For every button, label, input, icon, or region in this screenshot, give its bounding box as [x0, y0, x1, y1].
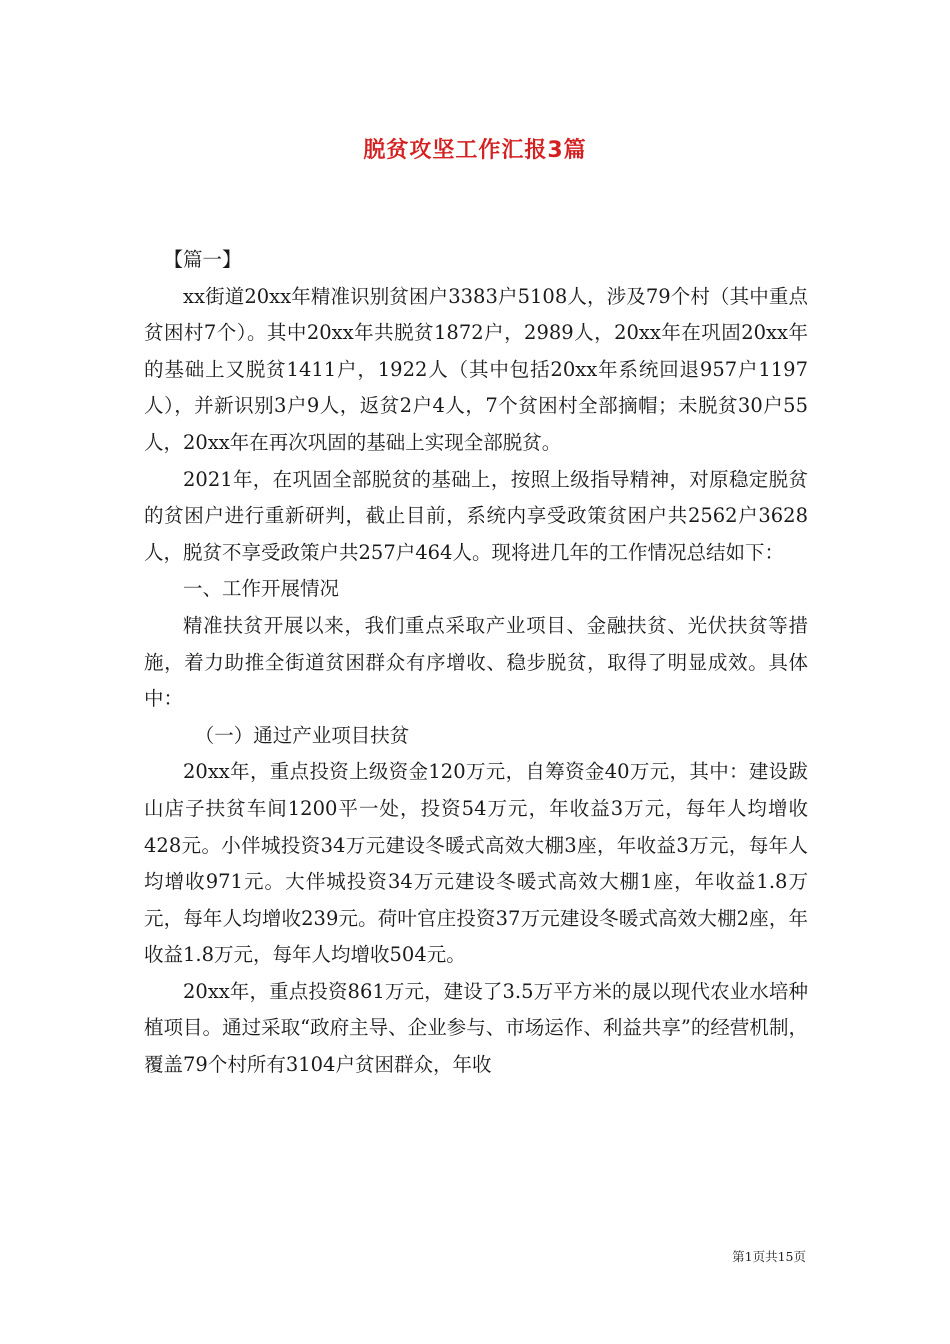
heading-work-status: 一、工作开展情况	[183, 577, 340, 601]
paragraph-5: 20xx年，重点投资861万元，建设了3.5万平方米的晟以现代农业水培种植项目。通过采取“政府主导、企业参与、市场运作、利益共享”的经营机制，覆盖79个村所有3104户贫困群众，年收	[144, 979, 808, 1077]
document-title: 脱贫攻坚工作汇报3篇	[363, 138, 587, 163]
section-marker: 【篇一】	[163, 248, 242, 271]
page-number: 第1页共15页	[732, 1249, 806, 1264]
paragraph-4: 20xx年，重点投资上级资金120万元，自筹资金40万元，其中：建设跋山店子扶贫车间1200平一处，投资54万元，年收益3万元，每年人均增收428元。小伴城投资34万元建设冬暖式高效大棚3座，年收益3万元，每年人均增收971元。大伴城投资34万元建设冬暖式高效大棚1座，年收益1.8万元，每年人均增收239元。荷叶官庄投资37万元建设冬暖式高效大棚2座，年收益1.8万元，每年人均增收504元。	[144, 760, 808, 967]
paragraph-3: 精准扶贫开展以来，我们重点采取产业项目、金融扶贫、光伏扶贫等措施，着力助推全街道贫困群众有序增收、稳步脱贫，取得了明显成效。具体中：	[144, 613, 808, 711]
subheading-industry-projects: （一）通过产业项目扶贫	[194, 723, 410, 747]
document-body	[144, 242, 808, 1084]
paragraph-2: 2021年，在巩固全部脱贫的基础上，按照上级指导精神，对原稳定脱贫的贫困户进行重新研判，截止目前，系统内享受政策贫困户共2562户3628人，脱贫不享受政策户共257户464人。现将进几年的工作情况总结如下：	[144, 467, 808, 564]
paragraph-1: xx街道20xx年精准识别贫困户3383户5108人，涉及79个村（其中重点贫困村7个）。其中20xx年共脱贫1872户，2989人，20xx年在巩固20xx年的基础上又脱贫1411户，1922人（其中包括20xx年系统回退957户1197人），并新识别3户9人，返贫2户4人，7个贫困村全部摘帽；未脱贫30户55人，20xx年在再次巩固的基础上实现全部脱贫。	[144, 284, 808, 454]
